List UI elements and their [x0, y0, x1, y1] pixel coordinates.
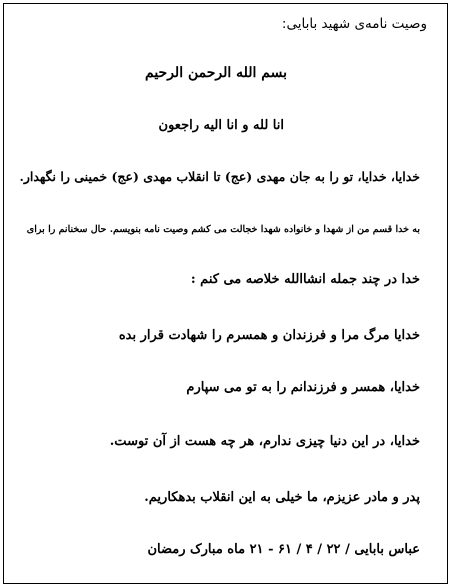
text-line: خدایا، در این دنیا چیزی ندارم، هر چه هست از آن توست. — [109, 434, 420, 449]
inna-lillah-line: انا لله و انا الیه راجعون — [158, 118, 284, 133]
text-line: پدر و مادر عزیزم، ما خیلی به این انقلاب بدهکاریم. — [144, 490, 420, 505]
signature-line: عباس بابایی / ۲۲ / ۴ / ۶۱ - ۲۱ ماه مبارک رمضان — [147, 542, 420, 557]
document-heading: وصیت نامه‌ی شهید بابایی: — [281, 16, 427, 32]
text-line: به خدا قسم من از شهدا و خانواده شهدا خجالت می کشم وصیت نامه بنویسم. حال سخنانم را برای — [26, 224, 420, 235]
basmala: بسم الله الرحمن الرحیم — [145, 65, 287, 81]
text-line: خدا در چند جمله انشاالله خلاصه می کنم : — [190, 272, 420, 287]
text-line: خدایا مرگ مرا و فرزندان و همسرم را شهادت قرار بده — [118, 328, 420, 343]
text-line: خدایا، خدایا، تو را به جان مهدی (عج) تا انقلاب مهدی (عج) خمینی را نگهدار. — [19, 169, 420, 184]
text-line: خدایا، همسر و فرزندانم را به تو می سپارم — [186, 380, 420, 395]
